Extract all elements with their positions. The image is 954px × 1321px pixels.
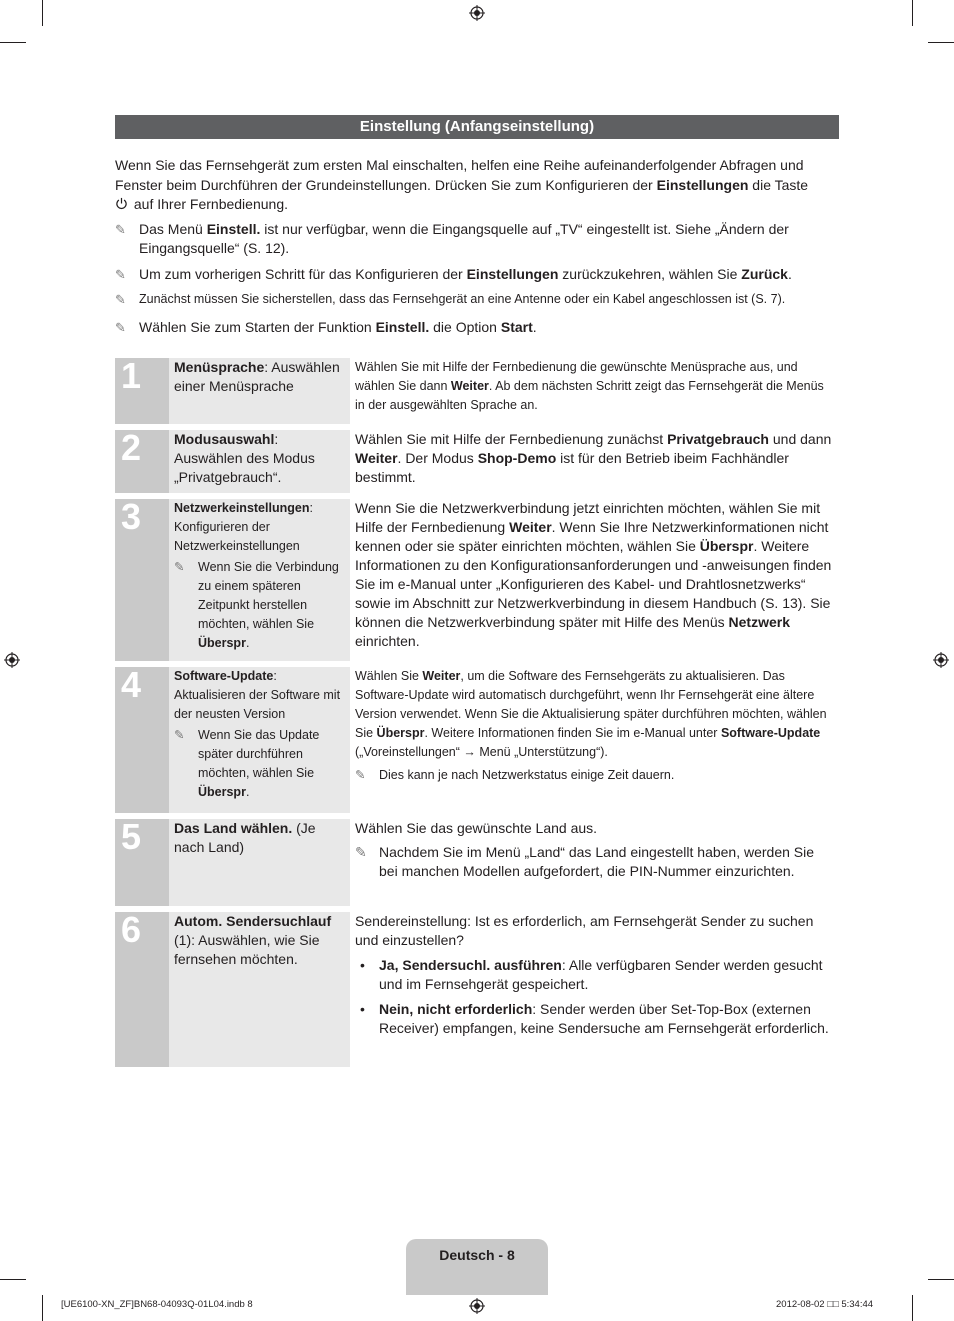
desc-bold: Netzwerk (728, 614, 790, 630)
registration-mark-icon (933, 652, 949, 668)
step-subtitle: (1): Auswählen, wie Sie fernsehen möchten. (174, 932, 320, 967)
step-label (169, 819, 350, 857)
intro-note (115, 318, 839, 338)
pencil-icon: ✎ (174, 728, 185, 742)
note-text: Das Menü (139, 220, 207, 237)
note-bold: Überspr (198, 636, 246, 650)
step-note (355, 843, 835, 881)
steps-table (115, 355, 839, 1073)
note-text: Nachdem Sie im Menü „Land“ das Land eingestellt haben, werden Sie bei manchen Modellen aufgefordert, die PIN-Nummer einzurichten. (379, 844, 815, 879)
desc-bold: Weiter (355, 450, 398, 466)
step-number-cell (115, 496, 169, 661)
note-bold: Einstellungen (466, 265, 559, 282)
step-label (169, 358, 350, 396)
step-description (355, 499, 839, 651)
note-text: Dies kann je nach Netzwerkstatus einige Zeit dauern. (379, 768, 675, 782)
step-number: 2 (121, 427, 142, 468)
step-title: Software-Update (174, 669, 274, 683)
pencil-icon: ✎ (355, 844, 367, 860)
pencil-icon: ✎ (355, 768, 366, 782)
step-subtitle: : Auswählen einer Menüsprache (174, 359, 340, 394)
registration-mark-icon (469, 5, 485, 21)
step-label (169, 912, 350, 969)
pencil-icon: ✎ (174, 560, 185, 574)
crop-mark (912, 1295, 913, 1321)
note-text: Zunächst müssen Sie sicherstellen, dass das Fernsehgerät an eine Antenne oder ein Kabel angeschlossen ist (S. 7). (139, 292, 786, 306)
step-number: 4 (121, 664, 142, 705)
step-label (169, 667, 350, 802)
step-row (115, 664, 839, 813)
step-number-cell (115, 664, 169, 813)
desc-text: . Der Modus (397, 450, 478, 466)
step-label (169, 430, 350, 487)
desc-text: („Voreinstellungen“ → Menü „Unterstützung“). (355, 745, 608, 759)
note-text: zurückzukehren, wählen Sie (558, 265, 742, 282)
step-label-cell (169, 430, 350, 493)
pencil-icon: ✎ (115, 266, 126, 282)
crop-mark (912, 0, 913, 26)
note-text: . (245, 785, 250, 799)
step-subtitle: : Konfigurieren der Netzwerkeinstellungen (174, 501, 313, 553)
pencil-icon: ✎ (115, 221, 126, 237)
step-note (174, 726, 346, 802)
step-description (355, 430, 839, 487)
note-bold: Einstell. (375, 318, 430, 335)
crop-mark (0, 1279, 26, 1280)
step-number-cell (115, 816, 169, 906)
pencil-icon: ✎ (115, 319, 126, 335)
desc-bold: Überspr (699, 538, 754, 554)
desc-bold: Shop-Demo (477, 450, 557, 466)
page-number-tab: Deutsch - 8 (406, 1239, 548, 1295)
crop-mark (928, 42, 954, 43)
step-title: Menüsprache (174, 359, 265, 375)
note-text: . (787, 265, 792, 282)
step-number: 5 (121, 816, 142, 857)
step-label (169, 499, 350, 653)
note-text: . (245, 636, 250, 650)
file-info: [UE6100-XN_ZF]BN68-04093Q-01L04.indb 8 (61, 1299, 253, 1310)
note-bold: Überspr (198, 785, 246, 799)
step-subtitle: : Aktualisieren der Software mit der neusten Version (174, 669, 341, 721)
note-text: Wählen Sie zum Starten der Funktion (139, 318, 376, 335)
note-text: Um zum vorherigen Schritt für das Konfigurieren der (139, 265, 467, 282)
intro-paragraph (115, 156, 839, 215)
note-text: ist nur verfügbar, wenn die Eingangsquelle auf „TV“ eingestellt ist. Siehe „Ändern der Eingangsquelle“ (S. 12). (139, 220, 789, 256)
step-title: Netzwerkeinstellungen (174, 501, 310, 515)
note-text: die Option (429, 318, 501, 335)
step-title: Autom. Sendersuchlauf (174, 913, 332, 929)
step-number-cell (115, 355, 169, 424)
desc-bold: Software-Update (720, 726, 821, 740)
desc-text: ist für den Betrieb ibeim Fachhändler bestimmt. (355, 450, 789, 485)
desc-bold: Weiter (450, 379, 489, 393)
desc-text: Wählen Sie mit Hilfe der Fernbedienung zunächst (355, 431, 668, 447)
note-bold: Start (500, 318, 533, 335)
desc-text: Wählen Sie das gewünschte Land aus. (355, 820, 598, 836)
step-number: 1 (121, 355, 142, 396)
step-label-cell (169, 358, 350, 424)
step-row (115, 909, 839, 1067)
crop-mark (42, 0, 43, 26)
intro-note (115, 220, 839, 259)
crop-mark (0, 42, 26, 43)
step-note (355, 766, 835, 785)
step-row (115, 816, 839, 906)
desc-text: . Ab dem nächsten Schritt zeigt das Fernsehgerät die Menüs in der ausgewählten Sprache an. (355, 379, 824, 412)
note-text: Wenn Sie das Update später durchführen möchten, wählen Sie (198, 728, 320, 780)
desc-bold: Privatgebrauch (667, 431, 769, 447)
step-row (115, 496, 839, 661)
step-description (355, 667, 839, 785)
desc-bold: Weiter (509, 519, 552, 535)
desc-text: Wählen Sie (355, 669, 423, 683)
desc-bold: Überspr (376, 726, 425, 740)
step-description (355, 819, 839, 881)
bullet-icon: • (360, 1001, 365, 1017)
desc-text: . Wenn Sie Ihre Netzwerkinformationen nicht kennen oder sie später einrichten möchten, wählen Sie (355, 519, 829, 554)
intro-block (115, 156, 839, 337)
crop-mark (42, 1295, 43, 1321)
step-title: Das Land wählen. (174, 820, 293, 836)
step-subtitle: (Je nach Land) (174, 820, 316, 855)
section-title: Einstellung (Anfangseinstellung) (115, 115, 839, 139)
registration-mark-icon (469, 1298, 485, 1314)
intro-text: Wenn Sie das Fernsehgerät zum ersten Mal einschalten, helfen eine Reihe aufeinanderfolgender Abfragen und Fenster beim Durchführen der Grundeinstellungen. Drücken Sie zum Konfigurieren der (115, 157, 804, 193)
intro-text: die Taste (748, 176, 809, 193)
desc-text: . Weitere Informationen finden Sie im e-Manual unter (424, 726, 721, 740)
option-title: Ja, Sendersuchl. ausführen (379, 957, 562, 973)
note-text: Wenn Sie die Verbindung zu einem späteren Zeitpunkt herstellen möchten, wählen Sie (198, 560, 339, 631)
step-label-cell (169, 667, 350, 813)
intro-note (115, 290, 839, 310)
desc-text: Sendereinstellung: Ist es erforderlich, am Fernsehgerät Sender zu suchen und einzustellen? (355, 913, 814, 948)
step-number-cell (115, 909, 169, 1067)
step-note (174, 558, 346, 653)
intro-text: auf Ihrer Fernbedienung. (130, 196, 288, 212)
step-subtitle: : Auswählen des Modus „Privatgebrauch“. (174, 431, 315, 485)
bullet-icon: • (360, 957, 365, 973)
intro-note (115, 265, 839, 285)
registration-mark-icon (4, 652, 20, 668)
desc-text: einrichten. (355, 633, 420, 649)
desc-bold: Weiter (422, 669, 461, 683)
step-number-cell (115, 427, 169, 493)
desc-text: Wenn Sie die Netzwerkverbindung jetzt einrichten möchten, wählen Sie mit Hilfe der Fernbedienung (355, 500, 821, 535)
step-label-cell (169, 819, 350, 906)
step-label-cell (169, 912, 350, 1067)
step-number: 6 (121, 909, 142, 950)
print-timestamp: 2012-08-02 □□ 5:34:44 (776, 1299, 874, 1310)
desc-text: und dann (769, 431, 832, 447)
step-number: 3 (121, 496, 142, 537)
desc-text: Wählen Sie mit Hilfe der Fernbedienung die gewünschte Menüsprache aus, und wählen Sie dann (355, 360, 798, 393)
list-item (355, 1000, 835, 1038)
note-text: . (532, 318, 537, 335)
option-title: Nein, nicht erforderlich (379, 1001, 533, 1017)
step-row (115, 355, 839, 424)
step-description (355, 358, 839, 415)
option-text: : Sender werden über Set-Top-Box (externen Receiver) empfangen, keine Sendersuche am Fernsehgerät erforderlich. (379, 1001, 829, 1036)
desc-text: . Weitere Informationen zu den Konfigurationsanforderungen und -anweisungen finden Sie im e-Manual unter „Konfigurieren des Kabel- und Drahtlosnetzwerks“ sowie im Abschnitt zur Netzwerkverbindung in diesem Handbuch (S. 13). Sie können die Netzwerkverbindung später mit Hilfe des Menüs (355, 538, 832, 630)
step-label-cell (169, 499, 350, 661)
step-description (355, 912, 839, 1038)
step-title: Modusauswahl (174, 431, 275, 447)
desc-text: , um die Software des Fernsehgeräts zu aktualisieren. Das Software-Update wird automatisch durchgeführt, wenn Ihr Fernsehgerät eine ältere Version verwendet. Wenn Sie die Aktualisierung später durchführen möchten, wählen Sie (355, 669, 827, 740)
option-text: : Alle verfügbaren Sender werden gesucht und im Fernsehgerät gespeichert. (379, 957, 823, 992)
option-list (355, 956, 835, 1038)
intro-bold: Einstellungen (656, 176, 749, 193)
crop-mark (928, 1279, 954, 1280)
pencil-icon: ✎ (115, 292, 126, 307)
list-item (355, 956, 835, 994)
power-icon (115, 195, 130, 215)
note-bold: Einstell. (206, 220, 261, 237)
note-bold: Zurück (741, 265, 788, 282)
step-row (115, 427, 839, 493)
